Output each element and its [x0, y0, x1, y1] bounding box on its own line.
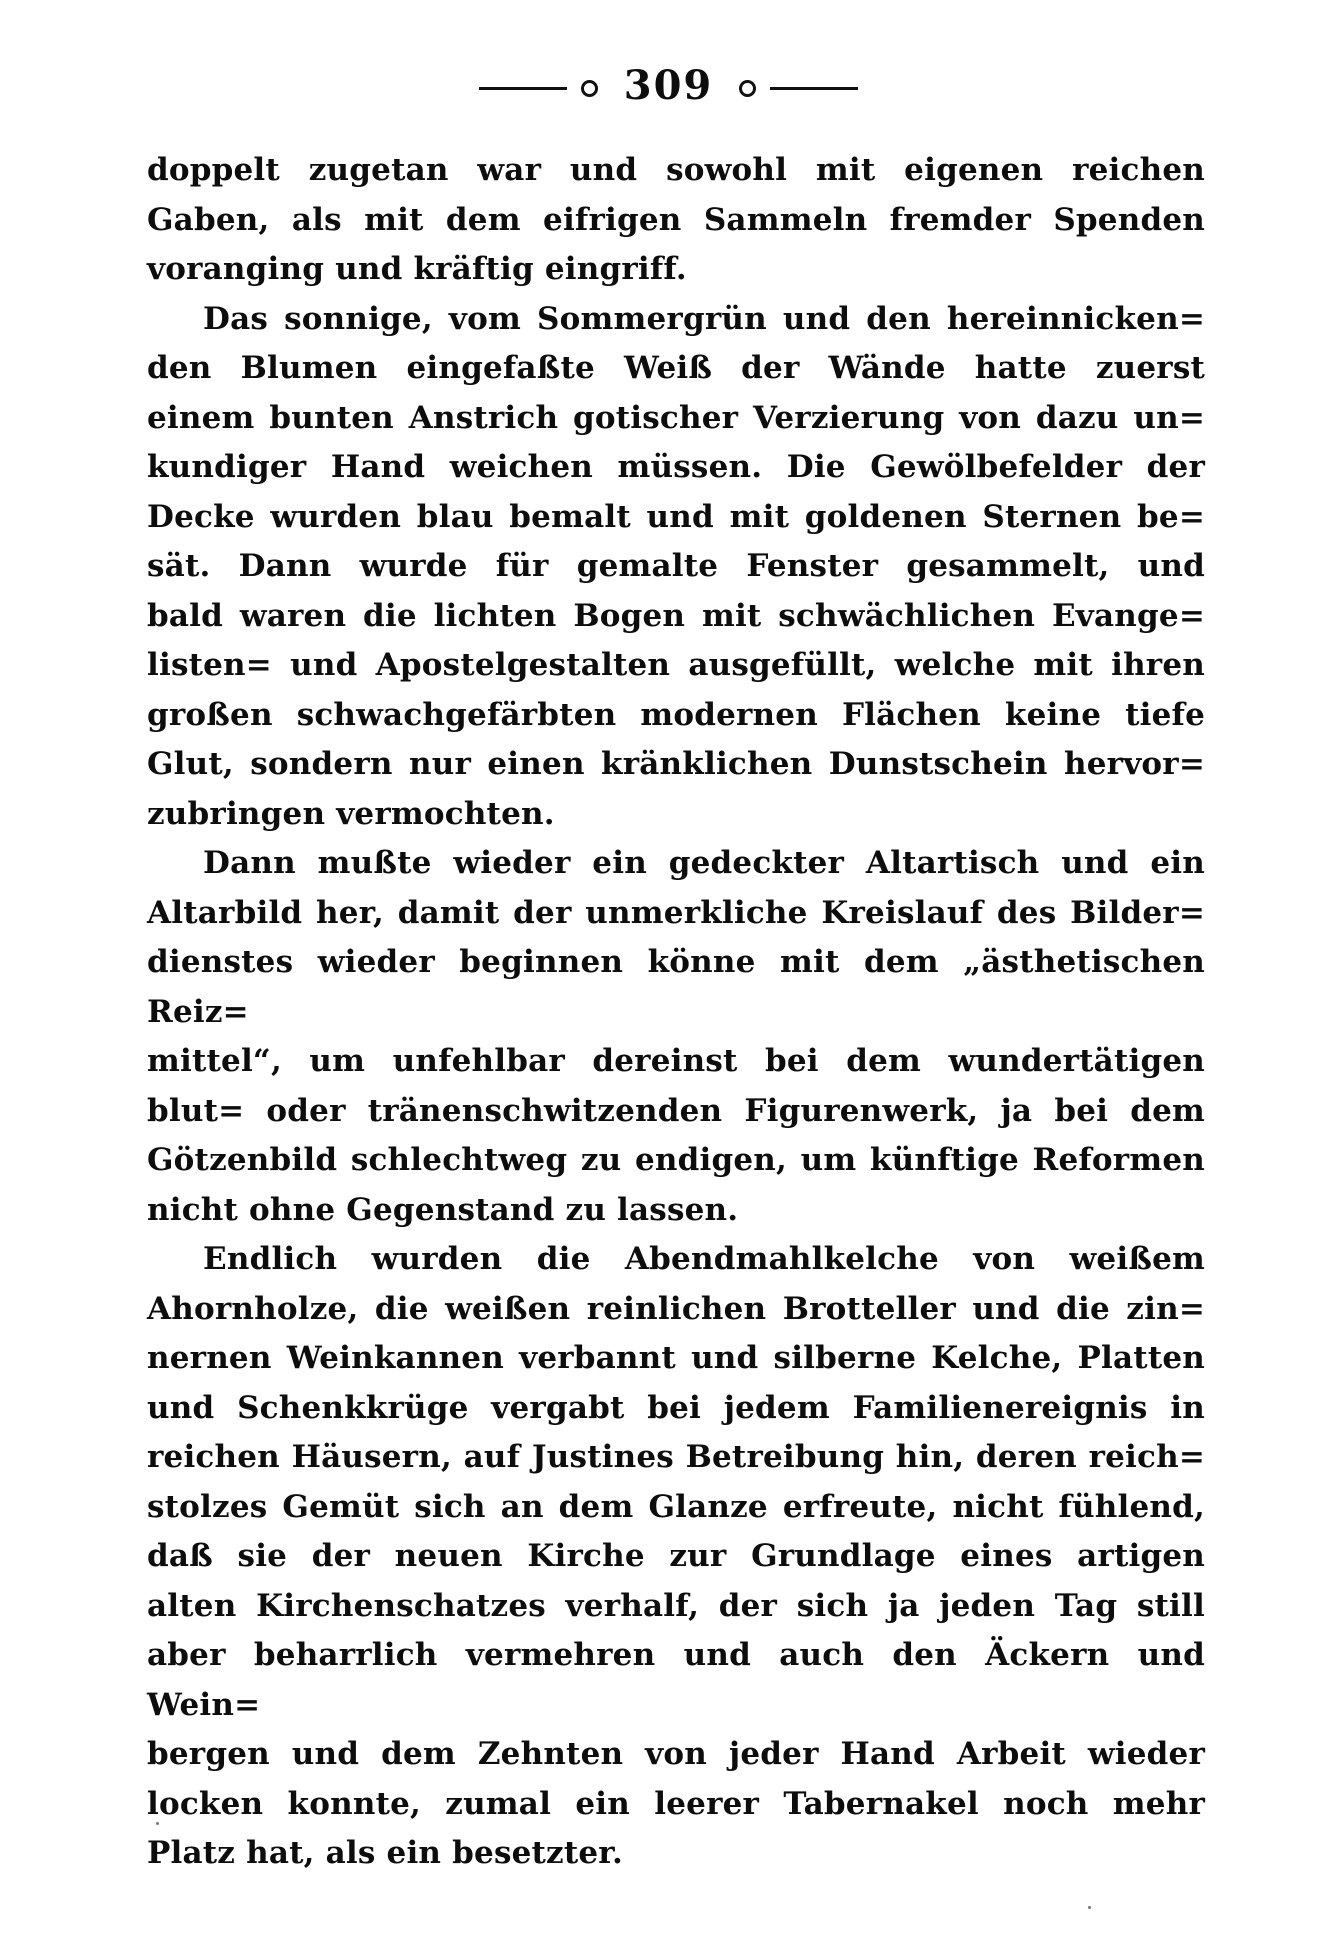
- paragraph: [147, 146, 1205, 295]
- text-line: aber beharrlich vermehren und auch den Äckern und Wein=: [147, 1637, 1205, 1723]
- text-line: mittel“, um unfehlbar dereinst bei dem wundertätigen: [147, 1043, 1205, 1079]
- text-line: alten Kirchenschatzes verhalf, der sich ja jeden Tag still: [147, 1587, 1205, 1624]
- text-line: bald waren die lichten Bogen mit schwächlichen Evange=: [147, 597, 1205, 634]
- page-header: [0, 62, 1337, 109]
- text-line: Glut, sondern nur einen kränklichen Dunstschein hervor=: [147, 746, 1205, 782]
- text-line: daß sie der neuen Kirche zur Grundlage eines artigen: [147, 1538, 1205, 1574]
- paragraph: [147, 839, 1205, 1235]
- paragraph: [147, 1235, 1205, 1879]
- text-line: zubringen vermochten.: [147, 795, 555, 832]
- header-ornament-circle-right: [739, 80, 756, 97]
- text-line: locken konnte, zumal ein leerer Tabernakel noch mehr: [147, 1785, 1205, 1822]
- text-line: Dann mußte wieder ein gedeckter Altartisch und ein: [203, 845, 1205, 881]
- paragraph: [147, 295, 1205, 840]
- text-line: Endlich wurden die Abendmahlkelche von weißem: [203, 1241, 1205, 1277]
- text-line: doppelt zugetan war und sowohl mit eigenen reichen: [147, 152, 1205, 188]
- page-text: [147, 146, 1205, 1879]
- text-line: und Schenkkrüge vergabt bei jedem Familienereignis in: [147, 1389, 1205, 1426]
- text-line: Ahornholze, die weißen reinlichen Brotteller und die zin=: [147, 1290, 1205, 1327]
- text-line: kundiger Hand weichen müssen. Die Gewölbefelder der: [147, 449, 1205, 485]
- scan-speck: [1088, 1906, 1091, 1909]
- text-line: nicht ohne Gegenstand zu lassen.: [147, 1191, 739, 1228]
- text-line: den Blumen eingefaßte Weiß der Wände hatte zuerst: [147, 350, 1205, 386]
- text-line: voranging und kräftig eingriff.: [147, 251, 687, 287]
- header-rule-right: [770, 87, 858, 90]
- text-line: Gaben, als mit dem eifrigen Sammeln fremder Spenden: [147, 201, 1205, 238]
- text-line: bergen und dem Zehnten von jeder Hand Arbeit wieder: [147, 1736, 1205, 1772]
- text-line: nernen Weinkannen verbannt und silberne Kelche, Platten: [147, 1340, 1205, 1376]
- text-line: stolzes Gemüt sich an dem Glanze erfreute, nicht fühlend,: [147, 1488, 1205, 1525]
- text-line: dienstes wieder beginnen könne mit dem „ästhetischen Reiz=: [147, 944, 1205, 1030]
- text-line: Altarbild her, damit der unmerkliche Kreislauf des Bilder=: [147, 894, 1205, 931]
- text-line: reichen Häusern, auf Justines Betreibung hin, deren reich=: [147, 1439, 1205, 1475]
- text-line: blut= oder tränenschwitzenden Figurenwerk, ja bei dem: [147, 1092, 1205, 1129]
- text-line: großen schwachgefärbten modernen Flächen keine tiefe: [147, 696, 1205, 733]
- header-ornament-circle-left: [581, 80, 598, 97]
- text-line: listen= und Apostelgestalten ausgefüllt, welche mit ihren: [147, 647, 1205, 683]
- text-line: Das sonnige, vom Sommergrün und den hereinnicken=: [203, 300, 1205, 337]
- scan-speck: [156, 1822, 159, 1825]
- text-line: einem bunten Anstrich gotischer Verzierung von dazu un=: [147, 399, 1205, 436]
- text-line: sät. Dann wurde für gemalte Fenster gesammelt, und: [147, 548, 1205, 584]
- text-line: Platz hat, als ein besetzter.: [147, 1835, 623, 1871]
- text-line: Decke wurden blau bemalt und mit goldenen Sternen be=: [147, 498, 1205, 535]
- text-line: Götzenbild schlechtweg zu endigen, um künftige Reformen: [147, 1142, 1205, 1178]
- page-number: 309: [623, 62, 714, 109]
- header-rule-left: [479, 87, 567, 90]
